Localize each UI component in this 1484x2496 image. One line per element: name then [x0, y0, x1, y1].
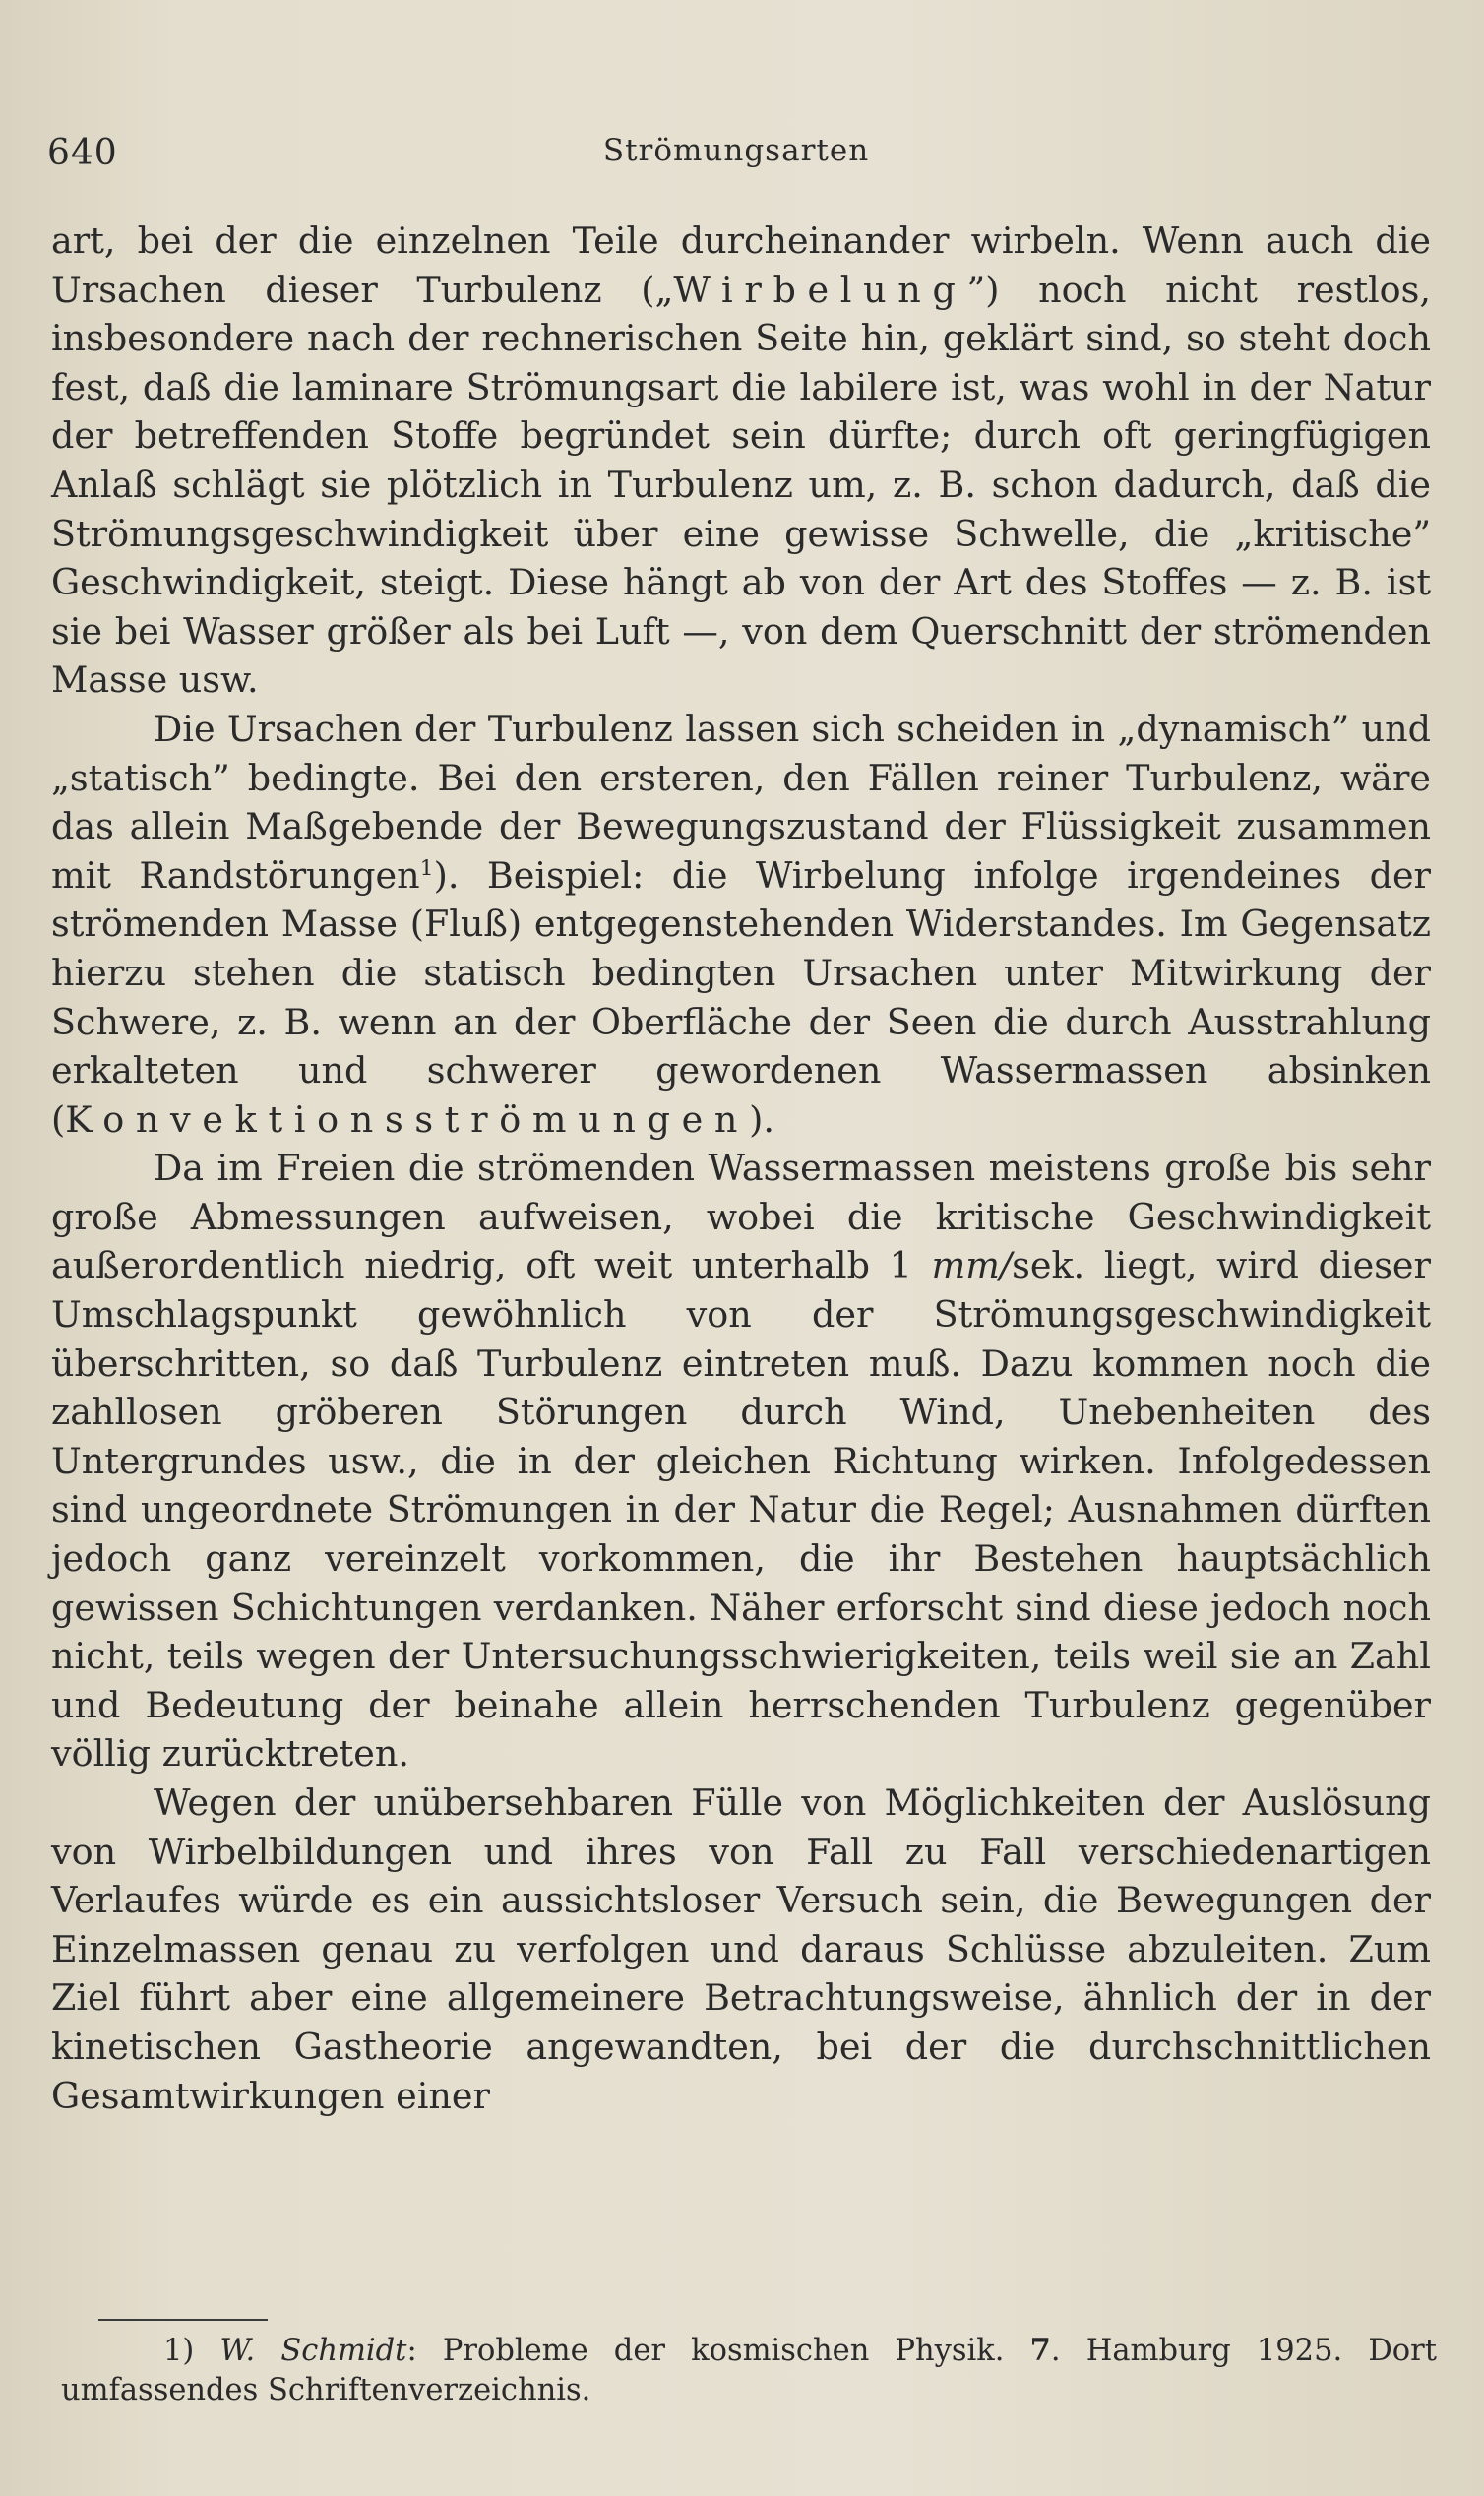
footnote-mark: 1) — [163, 2334, 195, 2368]
footnote: 1) W. Schmidt: Probleme der kosmischen Physik. 7. Hamburg 1925. Dort umfassendes Schriftenverzeichnis. — [61, 2333, 1438, 2407]
unit-mm: mm/ — [931, 1244, 1013, 1287]
paragraph-1: art, bei der die einzelnen Teile durcheinander wirbeln. Wenn auch die Ursachen dieser Turbulenz („Wirbelung”) noch nicht restlos, insbesondere nach der rechnerischen Seite hin, geklärt sind, so steht doch fest, daß die laminare Strömungsart die labilere ist, was wohl in der Natur der betreffenden Stoffe begründet sein dürfte; durch oft geringfügigen Anlaß schlägt sie plötzlich in Turbulenz um, z. B. schon dadurch, daß die Strömungsgeschwindigkeit über eine gewisse Schwelle, die „kritische” Geschwindigkeit, steigt. Diese hängt ab von der Art des Stoffes — z. B. ist sie bei Wasser größer als bei Luft —, von dem Querschnitt der strömenden Masse usw. — [51, 219, 1431, 702]
running-title: Strömungsarten — [602, 133, 870, 168]
body-text — [51, 217, 1431, 2120]
page-number: 640 — [47, 133, 118, 173]
spaced-term: Konvektionsströmungen — [65, 1097, 750, 1141]
footnote-reference: 1 — [419, 855, 434, 881]
footnote-divider — [98, 2319, 268, 2321]
footnote-author: W. Schmidt — [219, 2334, 407, 2368]
paragraph-2: Die Ursachen der Turbulenz lassen sich scheiden in „dynamisch” und „statisch” bedingte. Bei den ersteren, den Fällen reiner Turbulenz, wäre das allein Maßgebende der Bewegungszustand der Flüssigkeit zusammen mit Randstörungen$^1$). Beispiel: die Wirbelung infolge irgendeines der strömenden Masse (Fluß) entgegenstehenden Widerstandes. Im Gegensatz hierzu stehen die statisch bedingten Ursachen unter Mitwirkung der Schwere, z. B. wenn an der Oberfläche der Seen die durch Ausstrahlung erkalteten und schwerer gewordenen Wassermassen absinken (Konvektionsströmungen). — [51, 707, 1431, 1141]
paragraph-3: Da im Freien die strömenden Wassermassen meistens große bis sehr große Abmessungen aufweisen, wobei die kritische Geschwindigkeit außerordentlich niedrig, oft weit unterhalb 1 mm/sek. liegt, wird dieser Umschlagspunkt gewöhnlich von der Strömungsgeschwindigkeit überschritten, so daß Turbulenz eintreten muß. Dazu kommen noch die zahllosen gröberen Störungen durch Wind, Unebenheiten des Untergrundes usw., die in der gleichen Richtung wirken. Infolgedessen sind ungeordnete Strömungen in der Natur die Regel; Ausnahmen dürften jedoch ganz vereinzelt vorkommen, die ihr Bestehen hauptsächlich gewissen Schichtungen verdanken. Näher erforscht sind diese jedoch noch nicht, teils wegen der Untersuchungsschwierigkeiten, teils weil sie an Zahl und Bedeutung der beinahe allein herrschenden Turbulenz gegenüber völlig zurücktreten. — [51, 1147, 1431, 1776]
spaced-term: Wirbelung — [673, 268, 967, 311]
page-header — [47, 133, 1425, 192]
footnote-volume: 7 — [1029, 2333, 1051, 2368]
paragraph-4: Wegen der unübersehbaren Fülle von Möglichkeiten der Auslösung von Wirbelbildungen und ihres von Fall zu Fall verschiedenartigen Verlaufes würde es ein aussichtsloser Versuch sein, die Bewegungen der Einzelmassen genau zu verfolgen und daraus Schlüsse abzuleiten. Zum Ziel führt aber eine allgemeinere Betrachtungsweise, ähnlich der in der kinetischen Gastheorie angewandten, bei der die durchschnittlichen Gesamtwirkungen einer — [51, 1781, 1431, 2117]
